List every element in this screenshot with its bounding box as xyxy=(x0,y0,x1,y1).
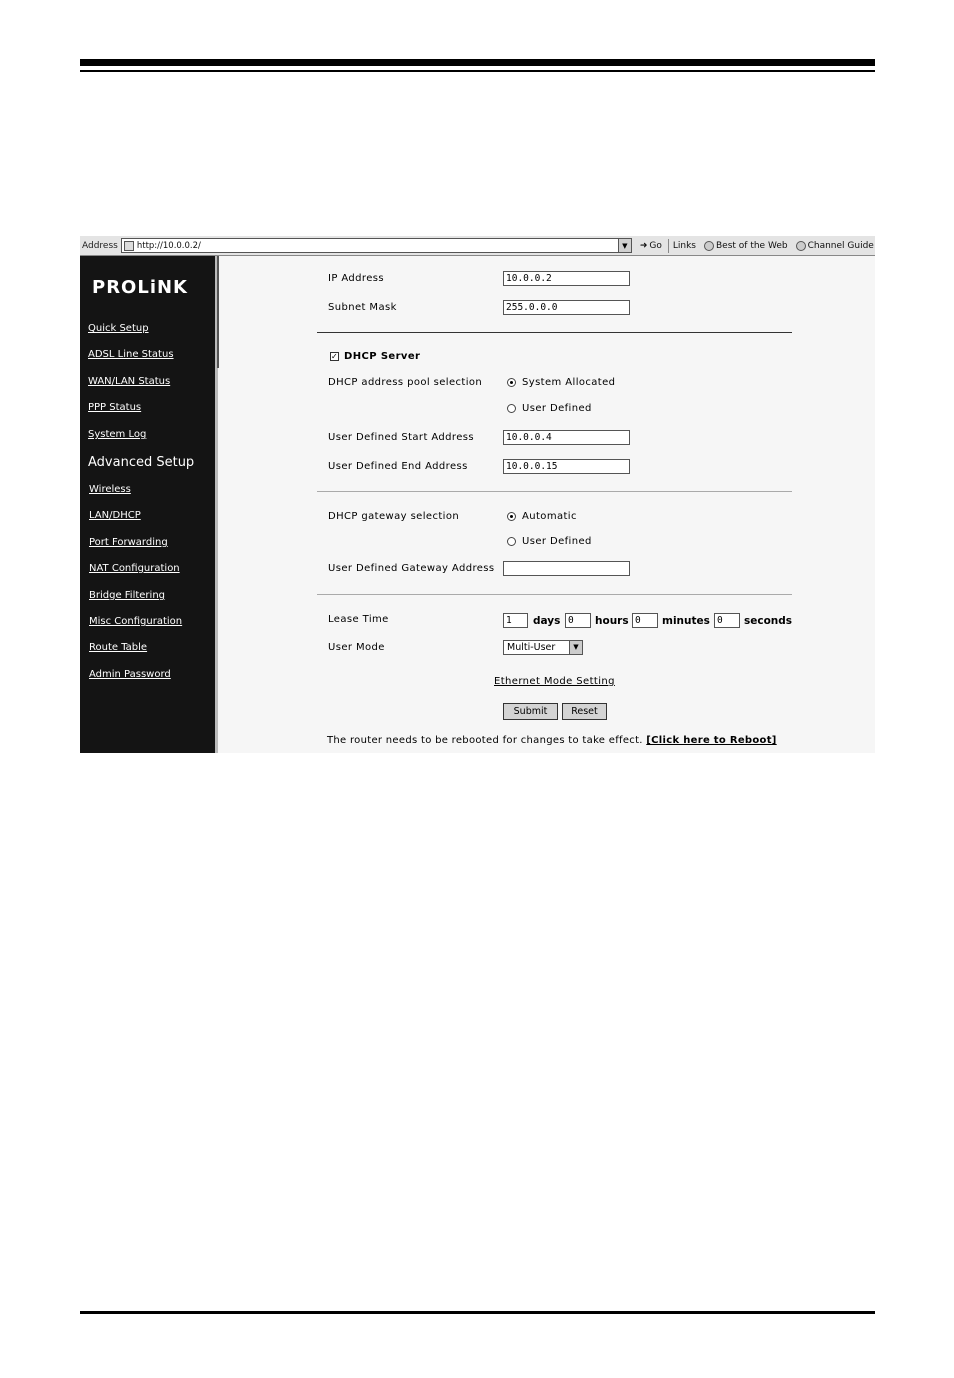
header-rule-thin xyxy=(80,70,875,72)
toolbar-separator xyxy=(668,239,669,253)
go-arrow-icon: ➜ xyxy=(639,240,648,251)
url-text: http://10.0.0.2/ xyxy=(136,240,201,251)
dhcp-pool-label: DHCP address pool selection xyxy=(328,377,483,388)
lease-hours-input[interactable]: 0 xyxy=(565,613,591,628)
sidebar-border-shadow xyxy=(217,256,219,368)
user-mode-label: User Mode xyxy=(328,642,385,653)
end-address-input[interactable]: 10.0.0.15 xyxy=(503,459,630,474)
sidebar-item-quick-setup[interactable]: Quick Setup xyxy=(88,323,149,334)
url-input[interactable] xyxy=(121,238,632,253)
radio-label: User Defined xyxy=(522,403,592,414)
submit-button[interactable]: Submit xyxy=(503,703,558,720)
ip-address-label: IP Address xyxy=(328,273,384,284)
sidebar-item-system-log[interactable]: System Log xyxy=(88,429,147,440)
sidebar-item-adsl-line-status[interactable]: ADSL Line Status xyxy=(88,349,174,360)
pool-radio-user-defined[interactable] xyxy=(507,403,592,414)
lease-minutes-input[interactable]: 0 xyxy=(632,613,658,628)
sidebar-item-port-forwarding[interactable]: Port Forwarding xyxy=(89,537,168,548)
days-unit-label: days xyxy=(533,615,561,627)
sidebar-item-bridge-filtering[interactable]: Bridge Filtering xyxy=(89,590,166,601)
seconds-unit-label: seconds xyxy=(744,615,793,627)
section-divider xyxy=(317,332,792,333)
sidebar-item-wan-lan-status[interactable]: WAN/LAN Status xyxy=(88,376,171,387)
header-rule-thick xyxy=(80,59,875,66)
section-divider xyxy=(317,594,792,595)
router-screenshot xyxy=(80,236,875,753)
radio-unselected-icon xyxy=(507,537,516,546)
sidebar-item-route-table[interactable]: Route Table xyxy=(89,642,148,653)
lease-time-label: Lease Time xyxy=(328,614,389,625)
link-label: Channel Guide xyxy=(807,240,874,251)
minutes-unit-label: minutes xyxy=(662,615,710,627)
radio-label: User Defined xyxy=(522,536,592,547)
radio-label: System Allocated xyxy=(522,377,616,388)
sidebar-item-misc-configuration[interactable]: Misc Configuration xyxy=(89,616,183,627)
radio-selected-icon xyxy=(507,512,516,521)
link-page-icon xyxy=(704,241,714,251)
chevron-down-icon: ▼ xyxy=(569,641,582,654)
start-address-label: User Defined Start Address xyxy=(328,432,474,443)
gateway-address-input[interactable] xyxy=(503,561,630,576)
ip-address-input[interactable]: 10.0.0.2 xyxy=(503,271,630,286)
sidebar-item-wireless[interactable]: Wireless xyxy=(89,484,131,495)
link-page-icon xyxy=(796,241,806,251)
radio-label: Automatic xyxy=(522,511,577,522)
reboot-note-text: The router needs to be rebooted for changes to take effect. xyxy=(327,735,643,746)
lease-seconds-input[interactable]: 0 xyxy=(714,613,740,628)
lease-days-input[interactable]: 1 xyxy=(503,613,528,628)
user-mode-select[interactable] xyxy=(503,640,583,655)
start-address-input[interactable]: 10.0.0.4 xyxy=(503,430,630,445)
reboot-link[interactable]: [Click here to Reboot] xyxy=(646,735,777,746)
end-address-label: User Defined End Address xyxy=(328,461,468,472)
reset-button[interactable]: Reset xyxy=(562,703,607,720)
pool-radio-system-allocated[interactable] xyxy=(507,377,615,388)
section-divider xyxy=(317,491,792,492)
footer-rule xyxy=(80,1311,875,1314)
go-button[interactable] xyxy=(640,241,662,251)
checkbox-checked-icon: ✓ xyxy=(331,352,339,361)
subnet-mask-label: Subnet Mask xyxy=(328,302,397,313)
gateway-selection-label: DHCP gateway selection xyxy=(328,511,460,522)
url-dropdown-icon[interactable]: ▼ xyxy=(618,239,631,252)
page-icon xyxy=(124,241,134,251)
address-bar xyxy=(80,236,875,256)
link-channel-guide[interactable] xyxy=(796,241,874,251)
sidebar xyxy=(80,256,215,753)
address-label: Address xyxy=(82,240,118,251)
sidebar-item-lan-dhcp[interactable]: LAN/DHCP xyxy=(89,510,141,521)
subnet-mask-input[interactable]: 255.0.0.0 xyxy=(503,300,630,315)
hours-unit-label: hours xyxy=(595,615,629,627)
sidebar-section-advanced-setup: Advanced Setup xyxy=(88,455,195,470)
radio-unselected-icon xyxy=(507,404,516,413)
link-best-of-web[interactable] xyxy=(704,241,788,251)
radio-selected-icon xyxy=(507,378,516,387)
prolink-logo: PROLiNK xyxy=(92,277,189,298)
reboot-note xyxy=(327,735,777,746)
ethernet-mode-link[interactable]: Ethernet Mode Setting xyxy=(494,676,615,687)
user-mode-value: Multi-User xyxy=(507,642,556,653)
dhcp-server-label: DHCP Server xyxy=(344,351,421,362)
gateway-address-label: User Defined Gateway Address xyxy=(328,563,495,574)
gateway-radio-user-defined[interactable] xyxy=(507,536,592,547)
lan-dhcp-form xyxy=(220,256,875,753)
go-label: Go xyxy=(649,240,662,251)
dhcp-server-checkbox[interactable] xyxy=(330,351,420,362)
links-label: Links xyxy=(672,240,696,251)
sidebar-item-nat-configuration[interactable]: NAT Configuration xyxy=(89,563,180,574)
sidebar-item-admin-password[interactable]: Admin Password xyxy=(89,669,171,680)
gateway-radio-automatic[interactable] xyxy=(507,511,577,522)
link-label: Best of the Web xyxy=(716,240,788,251)
sidebar-item-ppp-status[interactable]: PPP Status xyxy=(88,402,142,413)
